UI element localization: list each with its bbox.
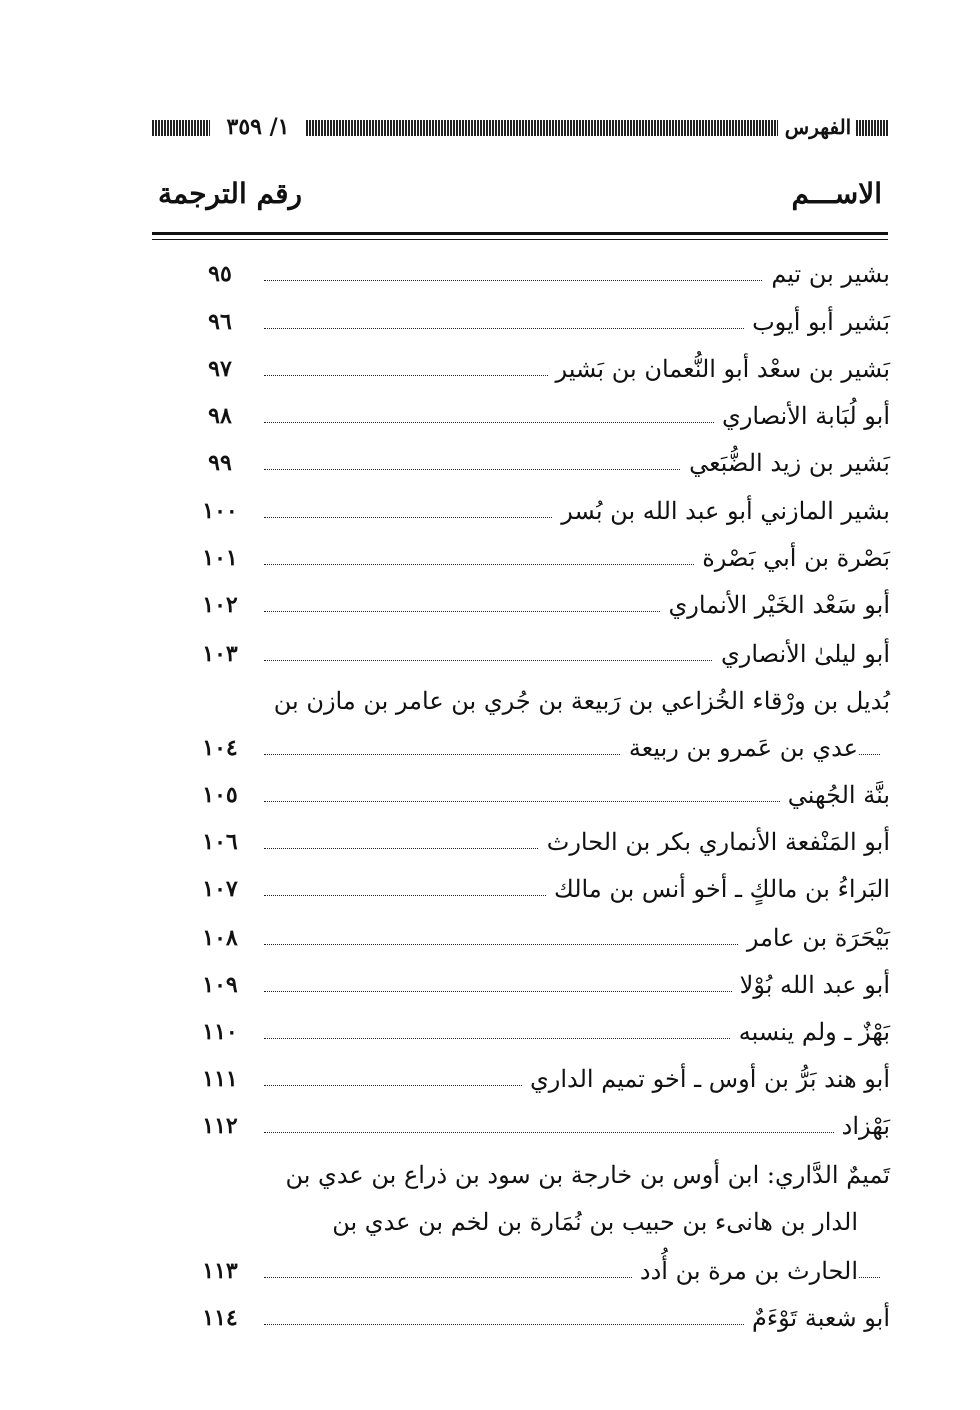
index-entry [160,1061,890,1097]
index-entry [160,636,890,672]
index-entry [160,871,890,907]
entry-number: ١٠٧ [202,876,238,902]
entry-number: ١٠٠ [202,498,238,524]
entry-name: الحارث بن مرة بن أُدد [632,1253,858,1289]
entry-name: عدي بن عَمرو بن ربيعة [621,730,858,766]
entry-name: أبو سَعْد الخَيْر الأنماري [661,587,890,623]
entry-name: بَهْزٌ ـ ولم ينسبه [731,1014,890,1050]
entry-name: بَشير بن زيد الضُّبَعي [681,445,890,481]
entry-name: بُديل بن ورْقاء الخُزاعي بن رَبيعة بن جُري بن عامر بن مازن بن [274,683,890,719]
index-entry [160,920,890,956]
index-entry [160,1300,890,1336]
entry-number: ١٠١ [202,545,238,571]
entry-number: ٩٧ [208,356,232,382]
number-column-heading: رقم الترجمة [158,177,303,210]
index-entry [160,777,890,813]
entry-name: أبو شعبة تَوْءَمٌ [744,1300,890,1336]
entry-number: ١٠٢ [202,592,238,618]
index-entry [160,730,890,766]
entry-number: ١٠٦ [202,829,238,855]
entry-number: ١٠٨ [202,925,238,951]
entry-name: بَشير أبو أيوب [744,304,890,340]
entry-number: ١١١ [202,1066,238,1092]
index-entry [160,304,890,340]
entry-name: أبو لُبَابة الأنصاري [714,398,890,434]
entry-name: أبو عبد الله بُوْلا [732,967,890,1003]
index-entry [160,1253,890,1289]
entry-name: أبو هند بَرُّ بن أوس ـ أخو تميم الداري [522,1061,890,1097]
entry-name: بَصْرة بن أبي بَصْرة [694,540,890,576]
entry-name: بَشير بن سعْد أبو النُّعمان بن بَشير [548,351,890,387]
entry-number: ٩٩ [208,450,232,476]
index-entry [160,398,890,434]
entry-name: بشير بن تيم [763,256,890,292]
entry-number: ١٠٤ [202,735,238,761]
entry-number: ١٠٩ [202,972,238,998]
index-entry [160,587,890,623]
entry-name: الدار بن هانىء بن حبيب بن نُمَارة بن لخم بن عدي بن [332,1204,858,1240]
entry-name: بشير المازني أبو عبد الله بن بُسر [553,493,890,529]
entry-name: بَيْحَرَة بن عامر [739,920,890,956]
index-entry [160,967,890,1003]
entry-number: ١١٣ [202,1258,238,1284]
entry-name: البَراءُ بن مالكٍ ـ أخو أنس بن مالك [546,871,890,907]
entry-number: ١١٢ [202,1113,238,1139]
index-entry [160,1014,890,1050]
entry-number: ٩٥ [208,261,232,287]
entry-name: أبو ليلىٰ الأنصاري [713,636,890,672]
index-entry [160,445,890,481]
index-entry [160,1108,890,1144]
entry-number: ٩٨ [208,403,232,429]
entry-name: تَميمٌ الدَّاري: ابن أوس بن خارجة بن سود بن ذراع بن عدي بن [285,1157,890,1193]
page-reference: ١/ ٣٥٩ [214,114,302,140]
index-entry-continued [160,1204,890,1240]
index-entry [160,256,890,292]
name-column-heading: الاســـم [791,177,882,210]
index-entry-continued [160,683,890,719]
entry-number: ١١٠ [202,1019,238,1045]
entry-number: ٩٦ [208,309,232,335]
index-entry [160,824,890,860]
entry-number: ١٠٣ [202,641,238,667]
index-entry [160,351,890,387]
index-entry [160,540,890,576]
entry-number: ١٠٥ [202,782,238,808]
entry-name: بَهْزاد [834,1108,890,1144]
entry-number: ١١٤ [202,1305,238,1331]
index-entry-continued [160,1157,890,1193]
dotted-leader [264,1132,880,1133]
index-entry [160,493,890,529]
section-title: الفهرس [782,114,854,140]
entry-name: أبو المَنْفعة الأنماري بكر بن الحارث [539,824,890,860]
entry-name: بنَّة الجُهني [780,777,890,813]
